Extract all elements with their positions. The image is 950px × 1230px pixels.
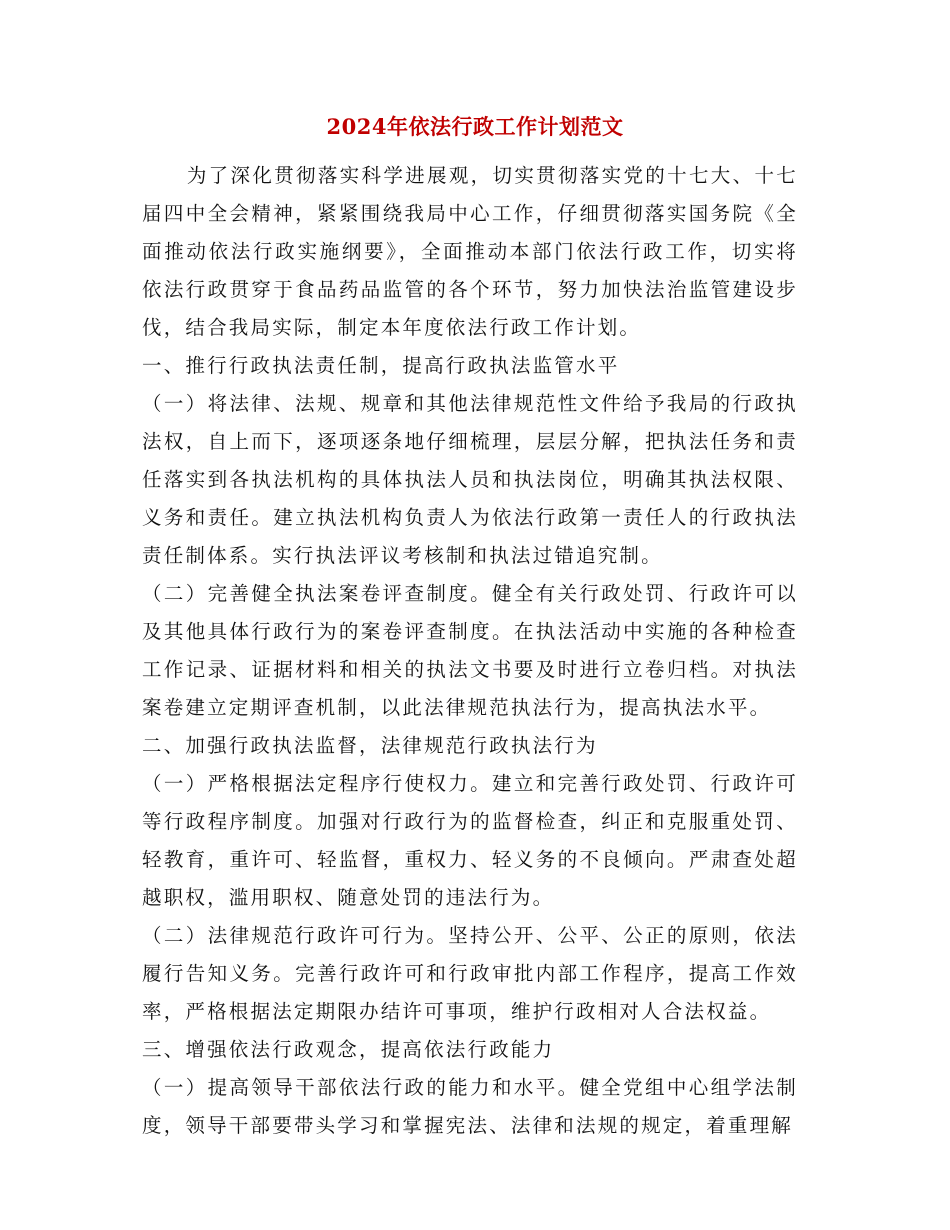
document-title: 2024年依法行政工作计划范文	[326, 114, 624, 139]
section-1-item-1: （一）将法律、法规、规章和其他法律规范性文件给予我局的行政执法权，自上而下，逐项逐条地仔细梳理，层层分解，把执法任务和责任落实到各执法机构的具体执法人员和执法岗位，明确其执法权限、义务和责任。建立执法机构负责人为依法行政第一责任人的行政执法责任制体系。实行执法评议考核制和执法过错追究制。	[142, 392, 798, 567]
section-heading-2: 二、加强行政执法监督，法律规范行政执法行为	[142, 734, 598, 757]
section-heading-1: 一、推行行政执法责任制，提高行政执法监管水平	[142, 354, 620, 377]
document-body	[142, 157, 798, 1145]
section-heading-3: 三、增强依法行政观念，提高依法行政能力	[142, 1038, 555, 1061]
section-1-item-2: （二）完善健全执法案卷评查制度。健全有关行政处罚、行政许可以及其他具体行政行为的案卷评查制度。在执法活动中实施的各种检查工作记录、证据材料和相关的执法文书要及时进行立卷归档。对执法案卷建立定期评查机制，以此法律规范执法行为，提高执法水平。	[142, 582, 798, 719]
section-3-item-1: （一）提高领导干部依法行政的能力和水平。健全党组中心组学法制度，领导干部要带头学习和掌握宪法、法律和法规的规定，着重理解	[142, 1076, 798, 1137]
section-2-item-2: （二）法律规范行政许可行为。坚持公开、公平、公正的原则，依法履行告知义务。完善行政许可和行政审批内部工作程序，提高工作效率，严格根据法定期限办结许可事项，维护行政相对人合法权益。	[142, 924, 798, 1023]
intro-paragraph: 为了深化贯彻落实科学进展观，切实贯彻落实党的十七大、十七届四中全会精神，紧紧围绕我局中心工作，仔细贯彻落实国务院《全面推动依法行政实施纲要》，全面推动本部门依法行政工作，切实将依法行政贯穿于食品药品监管的各个环节，努力加快法治监管建设步伐，结合我局实际，制定本年度依法行政工作计划。	[142, 164, 798, 339]
section-2-item-1: （一）严格根据法定程序行使权力。建立和完善行政处罚、行政许可等行政程序制度。加强对行政行为的监督检查，纠正和克服重处罚、轻教育，重许可、轻监督，重权力、轻义务的不良倾向。严肃查处超越职权，滥用职权、随意处罚的违法行为。	[142, 772, 798, 909]
